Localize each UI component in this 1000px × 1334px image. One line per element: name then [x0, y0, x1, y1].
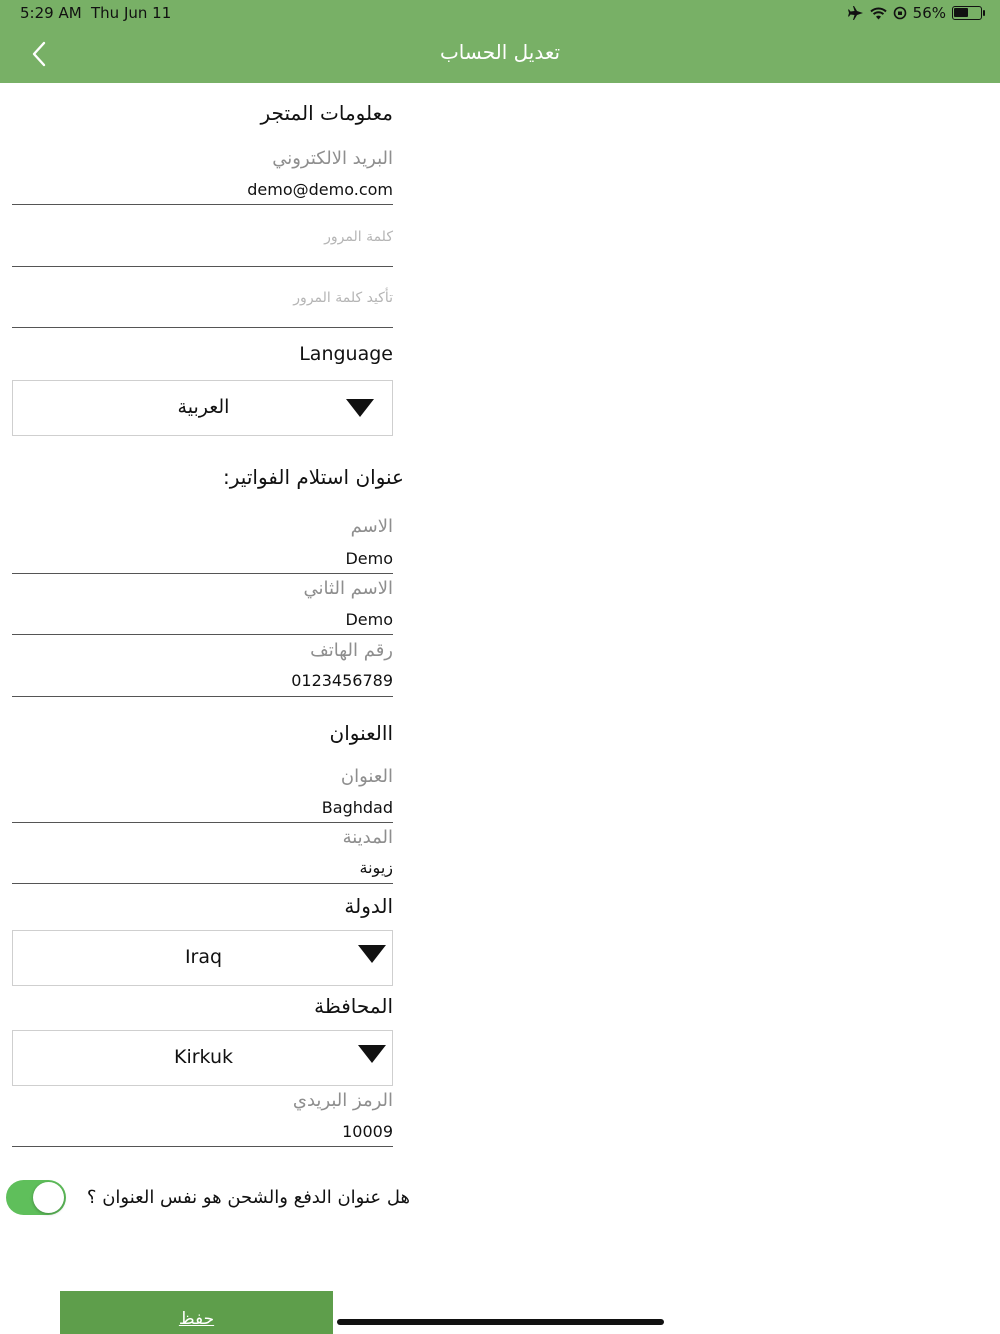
divider: [12, 266, 393, 267]
postcode-label: الرمز البريدي: [292, 1090, 393, 1111]
status-indicators: [848, 4, 982, 22]
home-indicator: [337, 1319, 664, 1325]
save-button[interactable]: حفظ: [60, 1291, 333, 1334]
email-field[interactable]: demo@demo.com: [247, 180, 393, 199]
same-address-label: هل عنوان الدفع والشحن هو نفس العنوان ؟: [86, 1187, 410, 1208]
country-select[interactable]: [12, 930, 393, 986]
navigation-bar: [0, 26, 1000, 83]
battery-level: [954, 8, 968, 17]
phone-field[interactable]: 0123456789: [291, 671, 393, 690]
toggle-knob: [33, 1182, 64, 1213]
divider: [12, 1146, 393, 1147]
billing-address-heading: عنوان استلام الفواتير:: [223, 465, 404, 489]
status-time: 5:29 AM: [20, 4, 82, 22]
divider: [12, 696, 393, 697]
battery-icon: [952, 6, 982, 20]
postcode-field[interactable]: 10009: [342, 1122, 393, 1141]
address-heading: االعنوان: [329, 721, 393, 745]
divider: [12, 883, 393, 884]
password-field[interactable]: كلمة المرور: [324, 229, 393, 245]
phone-label: رقم الهاتف: [310, 640, 393, 661]
email-label: البريد الالكتروني: [272, 148, 393, 169]
wifi-icon: [870, 7, 887, 20]
airplane-mode-icon: [848, 6, 864, 20]
divider: [12, 573, 393, 574]
chevron-down-icon: [358, 945, 386, 963]
chevron-down-icon: [358, 1045, 386, 1063]
orientation-lock-icon: [893, 6, 907, 20]
address-field[interactable]: Baghdad: [321, 798, 393, 817]
province-selected-value: Kirkuk: [173, 1046, 233, 1068]
first-name-field[interactable]: Demo: [345, 549, 393, 568]
language-label: Language: [299, 343, 393, 365]
last-name-field[interactable]: Demo: [345, 610, 393, 629]
divider: [12, 634, 393, 635]
store-info-heading: معلومات المتجر: [260, 101, 393, 125]
first-name-label: الاسم: [350, 516, 393, 537]
language-selected-value: العربية: [177, 396, 230, 418]
same-address-toggle[interactable]: [6, 1180, 66, 1215]
divider: [12, 822, 393, 823]
address-label: العنوان: [340, 766, 393, 787]
page-title: تعديل الحساب: [439, 40, 561, 64]
city-field[interactable]: زيونة: [359, 858, 393, 877]
confirm-password-field[interactable]: تأكيد كلمة المرور: [293, 290, 393, 306]
divider: [12, 327, 393, 328]
province-select[interactable]: [12, 1030, 393, 1086]
battery-percent: 56%: [912, 4, 946, 22]
language-select[interactable]: [12, 380, 393, 436]
country-label: الدولة: [344, 894, 393, 918]
last-name-label: الاسم الثاني: [303, 578, 393, 599]
divider: [12, 204, 393, 205]
city-label: المدينة: [342, 827, 393, 848]
country-selected-value: Iraq: [184, 946, 223, 968]
province-label: المحافظة: [314, 994, 393, 1018]
status-bar: [0, 0, 1000, 26]
chevron-down-icon: [346, 399, 374, 417]
status-date: Thu Jun 11: [91, 4, 172, 22]
